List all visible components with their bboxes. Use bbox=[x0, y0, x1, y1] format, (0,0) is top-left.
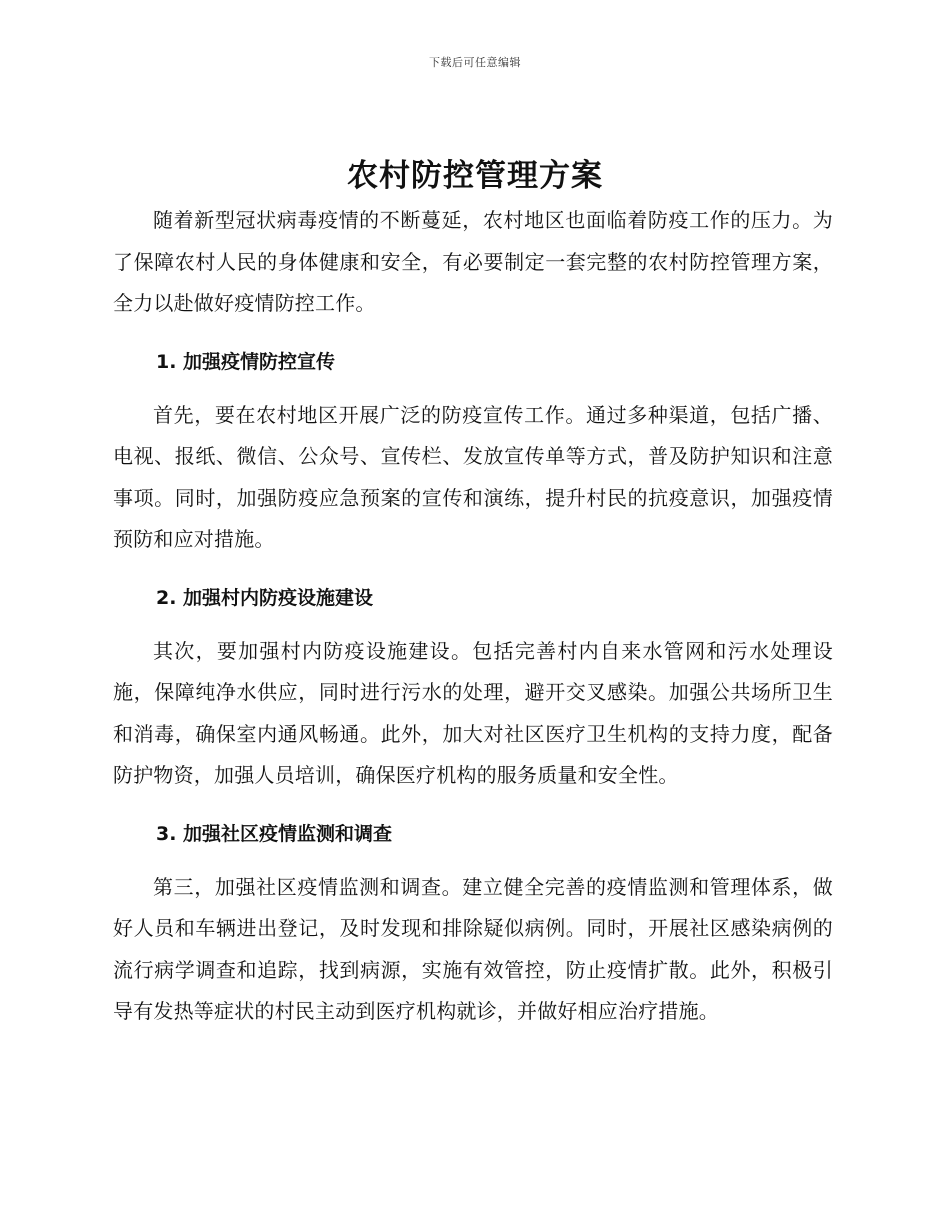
section-heading-3: 3. 加强社区疫情监测和调查 bbox=[156, 822, 393, 845]
section-body-1: 首先，要在农村地区开展广泛的防疫宣传工作。通过多种渠道，包括广播、电视、报纸、微信、公众号、宣传栏、发放宣传单等方式，普及防护知识和注意事项。同时，加强防疫应急预案的宣传和演练，提升村民的抗疫意识，加强疫情预防和应对措施。 bbox=[113, 402, 833, 551]
section-body-2: 其次，要加强村内防疫设施建设。包括完善村内自来水管网和污水处理设施，保障纯净水供应，同时进行污水的处理，避开交叉感染。加强公共场所卫生和消毒，确保室内通风畅通。此外，加大对社区医疗卫生机构的支持力度，配备防护物资，加强人员培训，确保医疗机构的服务质量和安全性。 bbox=[113, 638, 833, 787]
document-title: 农村防控管理方案 bbox=[347, 158, 603, 194]
document-body bbox=[113, 200, 833, 1033]
intro-paragraph: 随着新型冠状病毒疫情的不断蔓延，农村地区也面临着防疫工作的压力。为了保障农村人民的身体健康和安全，有必要制定一套完整的农村防控管理方案，全力以赴做好疫情防控工作。 bbox=[113, 208, 833, 315]
header-note: 下载后可任意编辑 bbox=[429, 56, 521, 69]
section-heading-2: 2. 加强村内防疫设施建设 bbox=[156, 586, 374, 609]
section-heading-1: 1. 加强疫情防控宣传 bbox=[156, 350, 336, 373]
section-body-3: 第三，加强社区疫情监测和调查。建立健全完善的疫情监测和管理体系，做好人员和车辆进出登记，及时发现和排除疑似病例。同时，开展社区感染病例的流行病学调查和追踪，找到病源，实施有效管控，防止疫情扩散。此外，积极引导有发热等症状的村民主动到医疗机构就诊，并做好相应治疗措施。 bbox=[113, 874, 833, 1023]
